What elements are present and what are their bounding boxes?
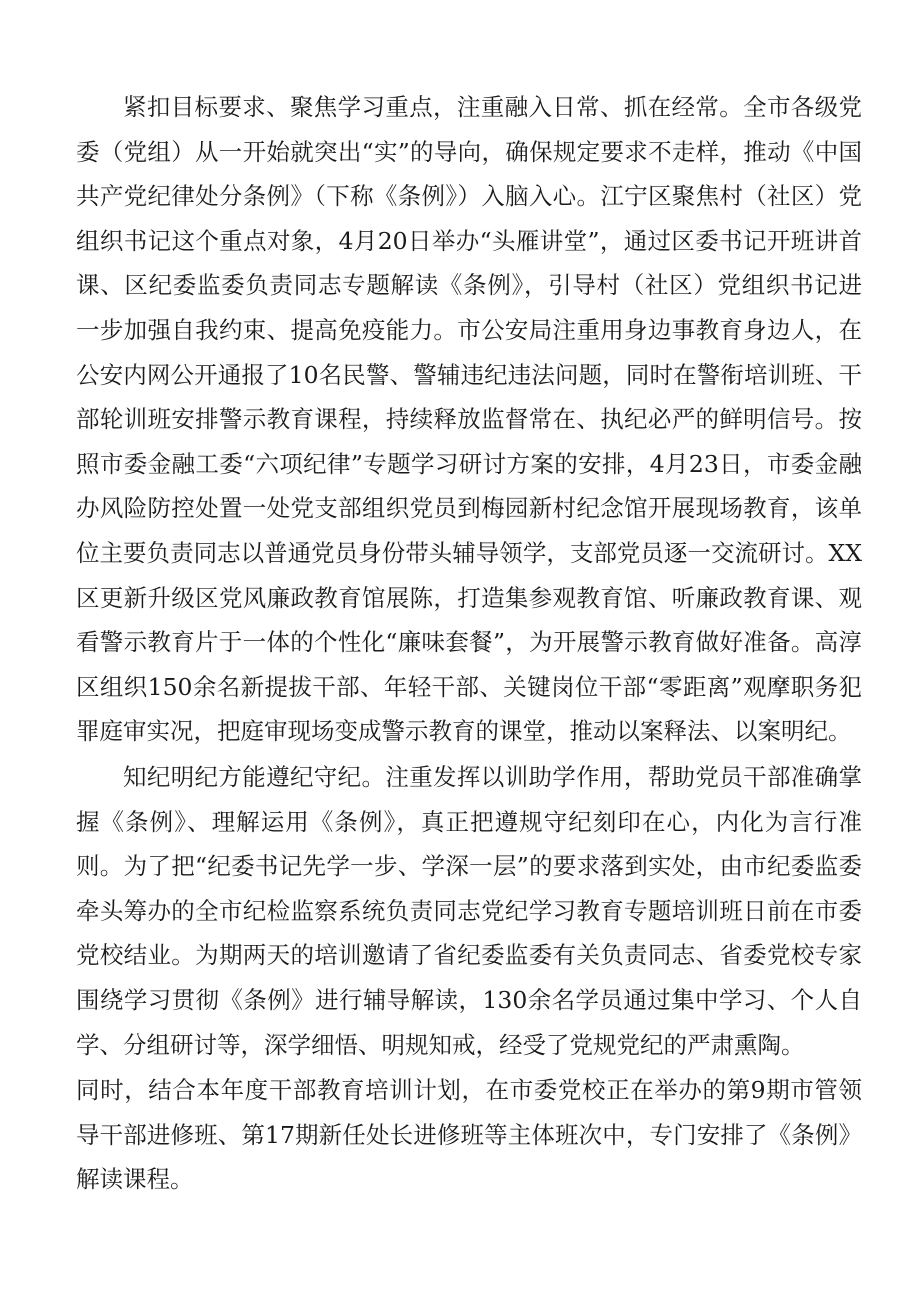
paragraph-discipline-training: 知纪明纪方能遵纪守纪。注重发挥以训助学作用，帮助党员干部准确掌握《条例》、理解运用《条例》，真正把遵规守纪刻印在心，内化为言行准则。为了把“纪委书记先学一步、学深一层”的要求落到实处，由市纪委监委牵头筹办的全市纪检监察系统负责同志党纪学习教育专题培训班日前在市委党校结业。为期两天的培训邀请了省纪委监委有关负责同志、省委党校专家围绕学习贯彻《条例》进行辅导解读，130余名学员通过集中学习、个人自学、分组研讨等，深学细悟、明规知戒，经受了党规党纪的严肃熏陶。 — [76, 763, 862, 1059]
paragraph-focus-learning: 紧扣目标要求、聚焦学习重点，注重融入日常、抓在经常。全市各级党委（党组）从一开始就突出“实”的导向，确保规定要求不走样，推动《中国共产党纪律处分条例》（下称《条例》）入脑入心。江宁区聚焦村（社区）党组织书记这个重点对象，4月20日举办“头雁讲堂”，通过区委书记开班讲首课、区纪委监委负责同志专题解读《条例》，引导村（社区）党组织书记进一步加强自我约束、提高免疫能力。市公安局注重用身边事教育身边人，在公安内网公开通报了10名民警、警辅违纪违法问题，同时在警衔培训班、干部轮训班安排警示教育课程，持续释放监督常在、执纪必严的鲜明信号。按照市委金融工委“六项纪律”专题学习研讨方案的安排，4月23日，市委金融办风险防控处置一处党支部组织党员到梅园新村纪念馆开展现场教育，该单位主要负责同志以普通党员身份带头辅导领学，支部党员逐一交流研讨。XX区更新升级区党风廉政教育馆展陈，打造集参观教育馆、听廉政教育课、观看警示教育片于一体的个性化“廉味套餐”，为开展警示教育做好准备。高淳区组织150余名新提拔干部、年轻干部、关键岗位干部“零距离”观摩职务犯罪庭审实况，把庭审现场变成警示教育的课堂，推动以案释法、以案明纪。 — [76, 93, 862, 746]
paragraph-cadre-education: 同时，结合本年度干部教育培训计划，在市委党校正在举办的第9期市管领导干部进修班、第17期新任处长进修班等主体班次中，专门安排了《条例》解读课程。 — [76, 1076, 862, 1194]
